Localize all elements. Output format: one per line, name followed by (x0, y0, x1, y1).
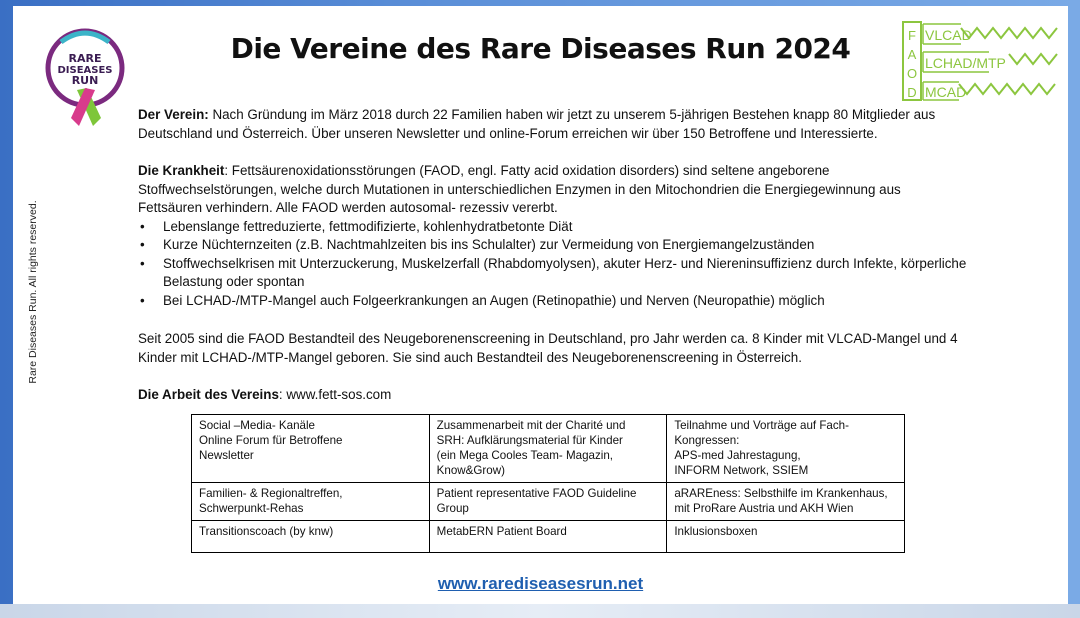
table-cell (192, 483, 430, 521)
krankheit-section (138, 162, 968, 310)
table-cell (192, 415, 430, 483)
krankheit-label: Die Krankheit (138, 163, 225, 178)
faod-item-lchad: LCHAD/MTP (925, 55, 1006, 71)
cell-line: Kongressen: (674, 434, 740, 447)
cell-line: Teilnahme und Vorträge auf Fach- (674, 419, 849, 432)
cell-line: Schwerpunkt-Rehas (199, 502, 304, 515)
table-cell (429, 415, 667, 483)
cell-line: Newsletter (199, 449, 254, 462)
logo-text-run: RUN (71, 74, 99, 87)
arbeit-paragraph (138, 386, 968, 405)
table-cell (667, 483, 905, 521)
table-row (192, 483, 905, 521)
krankheit-text: : Fettsäurenoxidationsstörungen (FAOD, engl. Fatty acid oxidation disorders) sind seltene angeborene Stoffwechselstörungen, welche durch Mutationen in unterschiedlichen Enzymen in den Mitochondrien die Energiegewinnung aus Fettsäuren verhindern. Alle FAOD werden autosomal- rezessiv vererbt. (138, 163, 901, 215)
slide (13, 6, 1068, 606)
cell-line: Familien- & Regionaltreffen, (199, 487, 343, 500)
svg-text:O: O (906, 66, 918, 81)
logo-text-diseases: DISEASES (57, 65, 113, 76)
table-row (192, 521, 905, 553)
page-title: Die Vereine des Rare Diseases Run 2024 (230, 32, 851, 65)
cell-line: Online Forum für Betroffene (199, 434, 343, 447)
verein-label: Der Verein: (138, 107, 209, 122)
cell-line: SRH: Aufklärungsmaterial für Kinder (436, 434, 623, 447)
screening-paragraph: Seit 2005 sind die FAOD Bestandteil des Neugeborenenscreening in Deutschland, pro Jahr werden ca. 8 Kinder mit VLCAD-Mangel und 4 Kinder mit LCHAD-/MTP-Mangel geboren. Sie sind auch Bestandteil des Neugeborenenscreening in Österreich. (138, 331, 958, 365)
verein-paragraph (138, 106, 968, 143)
list-item: • Stoffwechselkrisen mit Unterzuckerung, Muskelzerfall (Rhabdomyolysen), akuter Herz- und Niereninsuffizienz durch Infekte, körperliche Belastung oder spontan (138, 255, 968, 292)
cell-line: Group (436, 502, 469, 515)
faod-item-mcad: MCAD (925, 84, 967, 100)
list-item: • Kurze Nüchternzeiten (z.B. Nachtmahlzeiten bis ins Schulalter) zur Vermeidung von Energiemangelzuständen (138, 236, 968, 255)
cell-line: INFORM Network, SSIEM (674, 464, 809, 477)
bottom-band (0, 604, 1080, 618)
table-cell (429, 521, 667, 553)
cell-line: Zusammenarbeit mit der Charité und (436, 419, 626, 432)
cell-line: mit ProRare Austria und AKH Wien (674, 502, 854, 515)
cell-line: Social –Media- Kanäle (199, 419, 316, 432)
list-item: • Bei LCHAD-/MTP-Mangel auch Folgeerkrankungen an Augen (Retinopathie) und Nerven (Neuropathie) möglich (138, 292, 968, 311)
svg-text:D: D (907, 85, 917, 100)
svg-text:F: F (908, 28, 916, 43)
cell-line: Know&Grow) (436, 464, 505, 477)
cell-line: (ein Mega Cooles Team- Magazin, (436, 449, 614, 462)
table-row (192, 415, 905, 483)
cell-line: Patient representative FAOD Guideline (436, 487, 637, 500)
faod-item-vlcad: VLCAD (925, 27, 972, 43)
activities-table (191, 414, 905, 553)
table-cell (667, 521, 905, 553)
copyright-side-text: Rare Diseases Run. All rights reserved. (27, 200, 39, 384)
krankheit-paragraph (138, 162, 968, 218)
cell-line: MetabERN Patient Board (436, 525, 567, 538)
arbeit-text: : www.fett-sos.com (278, 387, 392, 402)
krankheit-bullet-list (138, 218, 968, 311)
table-cell (429, 483, 667, 521)
table-cell (192, 521, 430, 553)
cell-line: Transitionscoach (by knw) (199, 525, 334, 538)
svg-text:A: A (907, 47, 917, 62)
website-link[interactable]: www.rarediseasesrun.net (437, 574, 644, 593)
table-cell (667, 415, 905, 483)
arbeit-label: Die Arbeit des Vereins (138, 387, 279, 402)
cell-line: APS-med Jahrestagung, (674, 449, 801, 462)
verein-text: Nach Gründung im März 2018 durch 22 Familien haben wir jetzt zu unserem 5-jährigen Bestehen knapp 80 Mitglieder aus Deutschland und Österreich. Über unseren Newsletter und online-Forum erreichen wir über 150 Betroffene und Interessierte. (138, 107, 936, 141)
cell-line: aRAREness: Selbsthilfe im Krankenhaus, (674, 487, 888, 500)
logo-text-rare: RARE (68, 52, 102, 65)
cell-line: Inklusionsboxen (674, 525, 758, 538)
list-item: • Lebenslange fettreduzierte, fettmodifizierte, kohlenhydratbetonte Diät (138, 218, 968, 237)
